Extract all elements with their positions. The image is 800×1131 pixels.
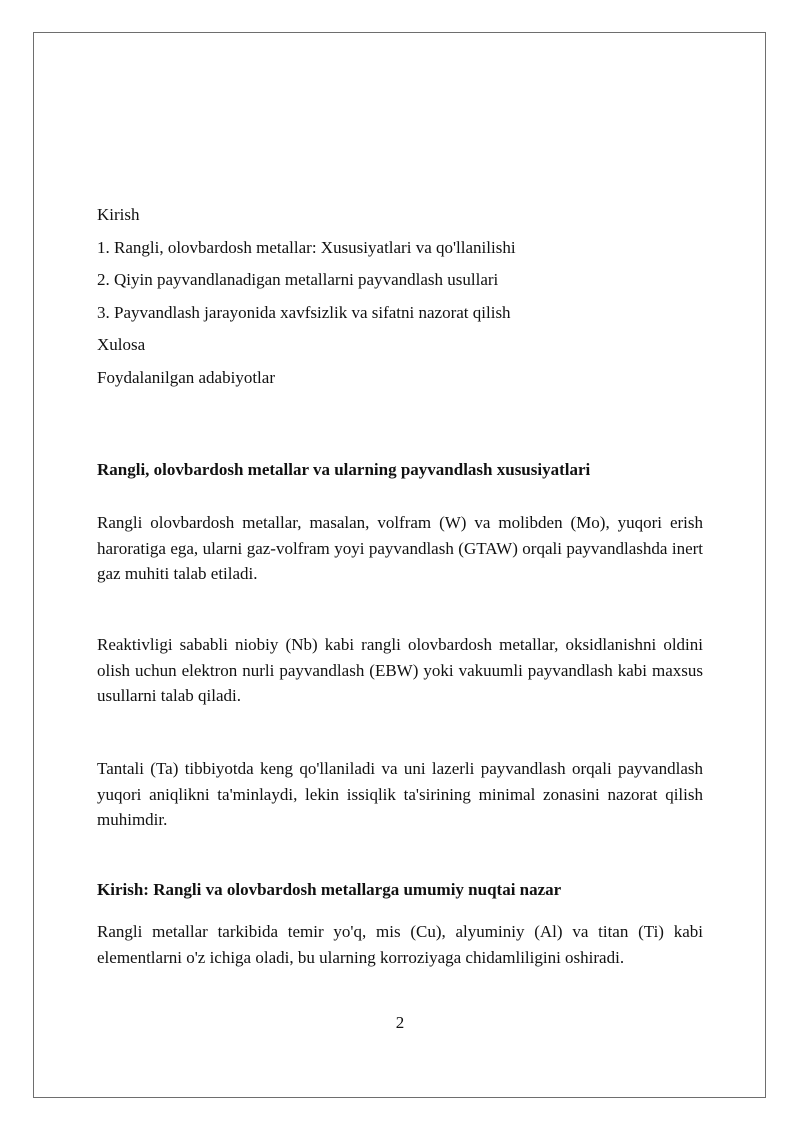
paragraph-niobium: Reaktivligi sababli niobiy (Nb) kabi rangli olovbardosh metallar, oksidlanishni oldini olish uchun elektron nurli payvandlash (EBW) yoki vakuumli payvandlash kabi maxsus usullarni talab qiladi. [97,635,703,705]
paragraph-tungsten-molybdenum: Rangli olovbardosh metallar, masalan, volfram (W) va molibden (Mo), yuqori erish haroratiga ega, ularni gaz-volfram yoyi payvandlash (GTAW) orqali payvandlashda inert gaz muhiti talab etiladi. [97,513,703,583]
toc-item-chapter-1: 1. Rangli, olovbardosh metallar: Xususiyatlari va qo'llanilishi [97,237,516,257]
paragraph-tantalum: Tantali (Ta) tibbiyotda keng qo'llaniladi va uni lazerli payvandlash orqali payvandlash yuqori aniqlikni ta'minlaydi, lekin issiqlik ta'sirining minimal zonasini nazorat qilish muhimdir. [97,759,703,829]
paragraph-nonferrous-metals: Rangli metallar tarkibida temir yo'q, mis (Cu), alyuminiy (Al) va titan (Ti) kabi elementlarni o'z ichiga oladi, bu ularning korroziyaga chidamliligini oshiradi. [97,922,703,967]
section-heading-refractory-metals: Rangli, olovbardosh metallar va ularning payvandlash xususiyatlari [97,460,591,479]
table-of-contents [97,199,703,395]
toc-item-chapter-2: 2. Qiyin payvandlanadigan metallarni payvandlash usullari [97,270,499,290]
toc-item-conclusion: Xulosa [97,335,146,355]
section-heading-introduction-overview: Kirish: Rangli va olovbardosh metallarga umumiy nuqtai nazar [97,880,562,899]
toc-item-introduction: Kirish [97,205,140,224]
toc-item-chapter-3: 3. Payvandlash jarayonida xavfsizlik va sifatni nazorat qilish [97,302,511,322]
page-number: 2 [395,1013,405,1032]
toc-item-references: Foydalanilgan adabiyotlar [97,367,275,387]
